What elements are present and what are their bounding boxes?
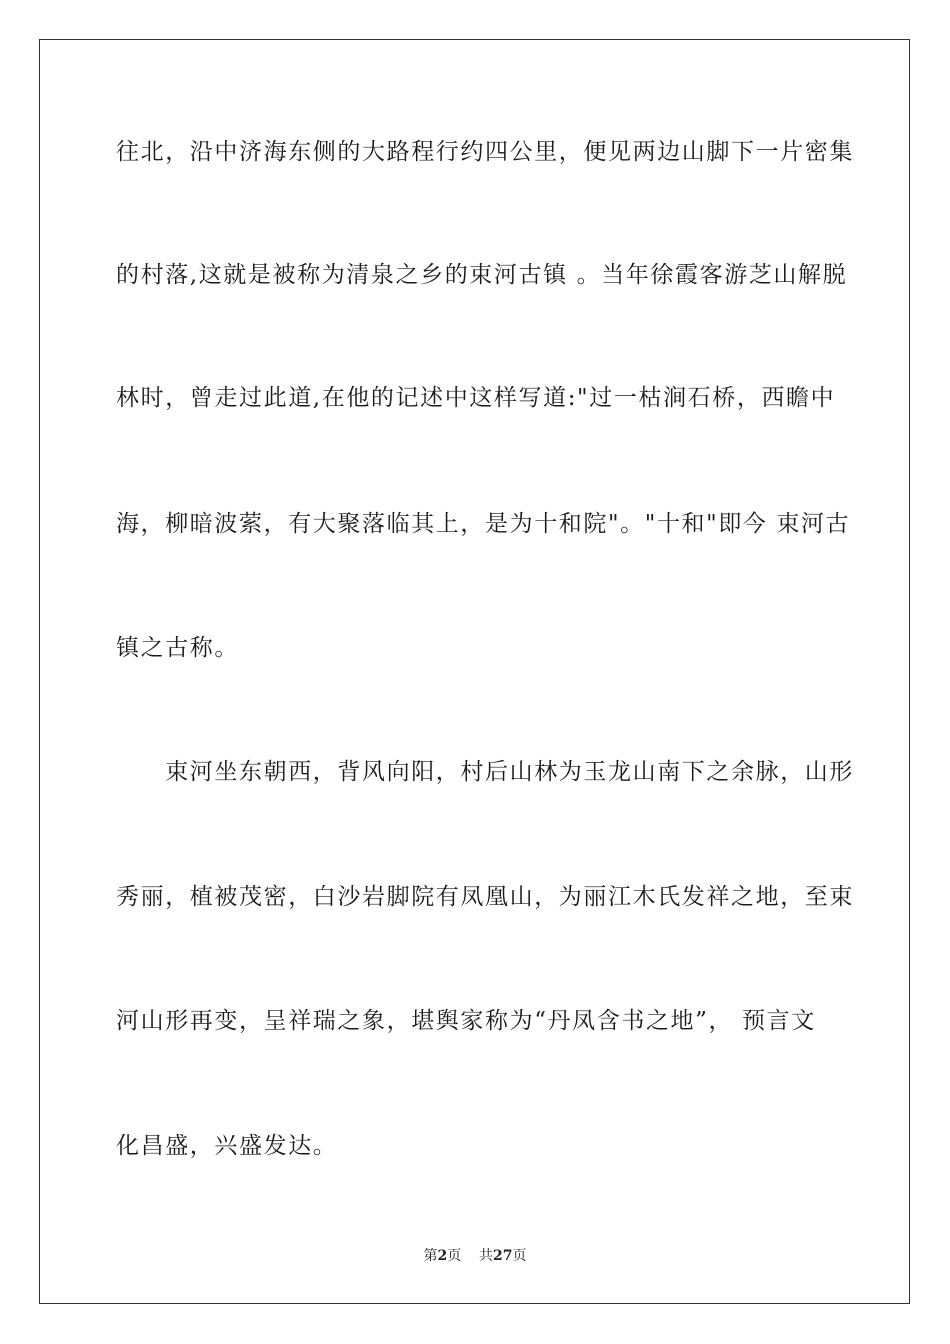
footer-page-suffix: 页 — [447, 1248, 462, 1264]
text-line-6: 束河坐东朝西，背风向阳，村后山林为玉龙山南下之余脉，山形 — [116, 759, 854, 785]
text-line-9: 化昌盛，兴盛发达。 — [116, 1133, 338, 1159]
text-line-4: 海，柳暗波萦，有大聚落临其上，是为十和院"。"十和"即今 束河古 — [116, 511, 851, 537]
page-border — [39, 39, 910, 1304]
footer-total-prefix: 共 — [479, 1248, 494, 1264]
text-line-8: 河山形再变，呈祥瑞之象，堪舆家称为“丹凤含书之地”， 预言文 — [116, 1008, 816, 1034]
footer-total-suffix: 页 — [512, 1248, 527, 1264]
footer-page-number: 2 — [437, 1248, 448, 1264]
text-line-2: 的村落,这就是被称为清泉之乡的束河古镇 。当年徐霞客游芝山解脱 — [116, 262, 848, 288]
footer-prefix: 第 — [423, 1248, 438, 1264]
page-footer — [0, 1247, 950, 1265]
text-line-7: 秀丽，植被茂密，白沙岩脚院有凤凰山，为丽江木氏发祥之地，至束 — [116, 884, 854, 910]
text-line-3: 林时，曾走过此道,在他的记述中这样写道:"过一枯涧石桥，西瞻中 — [116, 385, 836, 411]
text-line-5: 镇之古称。 — [116, 635, 239, 661]
text-line-1: 往北，沿中济海东侧的大路程行约四公里，便见两边山脚下一片密集 — [116, 139, 854, 165]
footer-total-pages: 27 — [493, 1248, 513, 1264]
